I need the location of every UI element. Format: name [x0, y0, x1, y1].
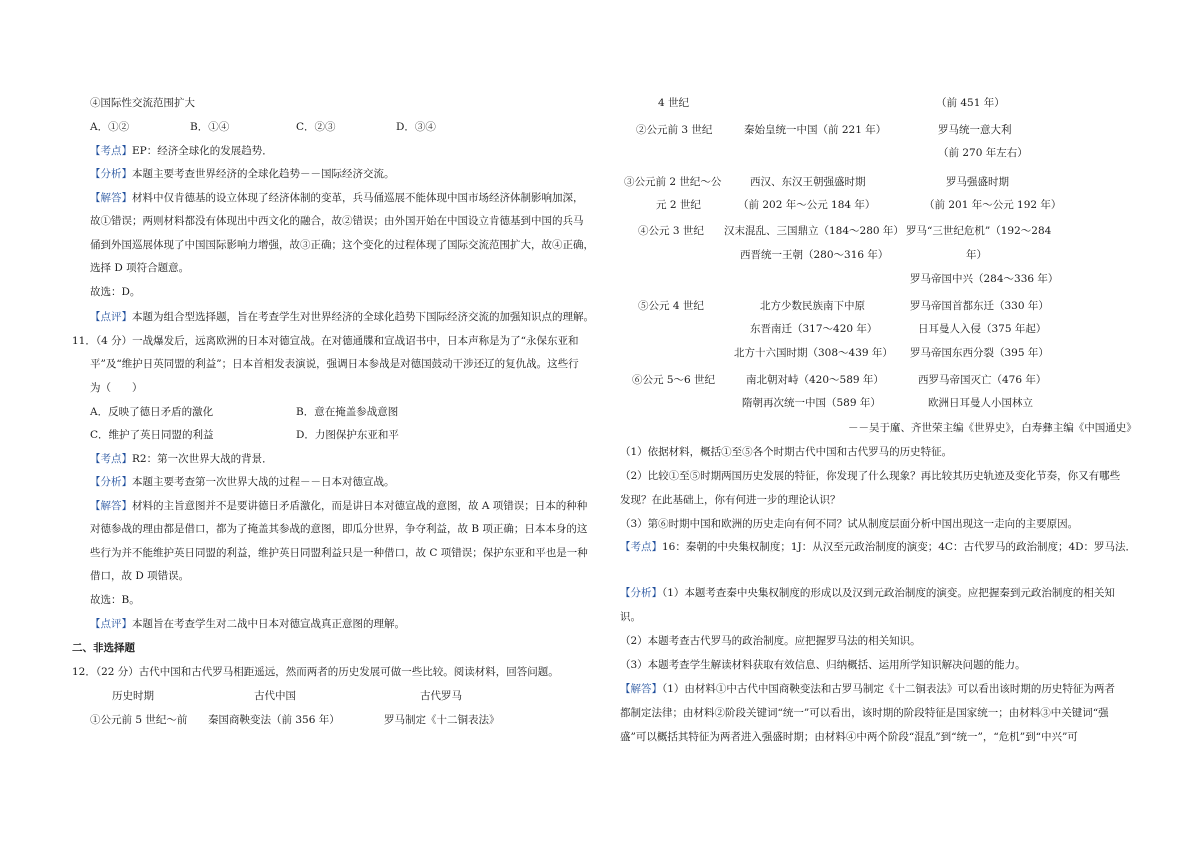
- option-item-4: ④国际性交流范围扩大: [90, 97, 195, 109]
- dianping-text: 本题为组合型选择题，旨在考查学生对世界经济的全球化趋势下国际经济交流的加强知识点的理解。: [132, 311, 594, 323]
- fenxi-12-line2: 识。: [620, 611, 641, 623]
- question-11-line2: 平”及“维护日英同盟的利益”；日本首相发表演说，强调日本参战是对德国鼓动干涉还辽的复仇战。这些行: [90, 358, 579, 370]
- jieda-11-line1: [90, 499, 587, 513]
- fenxi-tag: 【分析】: [90, 476, 132, 488]
- kaodian-tag: 【考点】: [90, 145, 132, 157]
- table-cell-china: 秦国商鞅变法（前 356 年）: [208, 714, 340, 726]
- table-cell-rome: 罗马帝国首都东迁（330 年）: [910, 300, 1049, 312]
- jieda-11-line2: 对德参战的理由都是借口，都为了掩盖其参战的意图，即瓜分世界，争夺利益，故 B 项正确；日本本身的这: [90, 523, 588, 535]
- choice-d: D．③④: [396, 121, 436, 133]
- choice-a: A．①②: [90, 121, 130, 133]
- fenxi-tag: 【分析】: [620, 587, 662, 599]
- jieda-12-line3: 盛”可以概括其特征为两者进入强盛时期；由材料④中两个阶段“混乱”到“统一”，“危机”到“中兴”可: [620, 731, 1078, 743]
- choice-11d: D．力图保护东亚和平: [296, 429, 399, 441]
- table-cell-rome: （前 451 年）: [936, 97, 1005, 109]
- table-cell-rome: 罗马统一意大利: [938, 124, 1012, 136]
- source-citation: －－吴于廑、齐世荣主编《世界史》，白寿彝主编《中国通史》: [848, 422, 1137, 434]
- fenxi-11: [90, 475, 395, 489]
- table-cell-china: 隋朝再次统一中国（589 年）: [742, 397, 881, 409]
- table-cell-period: 4 世纪: [658, 97, 690, 109]
- table-cell-china: （前 202 年～公元 184 年）: [738, 199, 876, 211]
- table-cell-china: 秦始皇统一中国（前 221 年）: [744, 124, 887, 136]
- jieda-10-line4: 选择 D 项符合题意。: [90, 262, 190, 274]
- table-cell-rome: 欧洲日耳曼人小国林立: [928, 397, 1033, 409]
- choice-c: C．②③: [296, 121, 336, 133]
- dianping-text: 本题旨在考查学生对二战中日本对德宣战真正意图的理解。: [132, 618, 405, 630]
- sub-question-3: （3）第⑥时期中国和欧洲的历史走向有何不同？试从制度层面分析中国出现这一走向的主要原因。: [620, 518, 1079, 530]
- choice-11b: B．意在掩盖参战意图: [296, 406, 399, 418]
- jieda-tag: 【解答】: [90, 500, 132, 512]
- jieda-12-line1: [620, 682, 1115, 696]
- fenxi-text: 本题主要考查世界经济的全球化趋势－－国际经济交流。: [132, 168, 395, 180]
- dianping-tag: 【点评】: [90, 618, 132, 630]
- table-header-china: 古代中国: [254, 690, 296, 702]
- table-cell-rome: （前 201 年～公元 192 年）: [924, 199, 1062, 211]
- dianping-tag: 【点评】: [90, 311, 132, 323]
- jieda-text: 材料中仅肯德基的设立体现了经济体制的变革，兵马俑巡展不能体现中国市场经济体制影响加深，: [132, 192, 584, 204]
- table-cell-china: 西晋统一王朝（280～316 年）: [740, 249, 889, 261]
- table-cell-period: ⑤公元 4 世纪: [638, 300, 704, 312]
- fenxi-text: （1）本题考查秦中央集权制度的形成以及汉到元政治制度的演变。应把握秦到元政治制度的相关知: [662, 587, 1115, 599]
- choice-b: B．①④: [190, 121, 230, 133]
- jieda-12-line2: 都制定法律；由材料②阶段关键词“统一”可以看出，该时期的阶段特征是国家统一；由材料③中关键词“强: [620, 707, 1109, 719]
- choice-11a: A．反映了德日矛盾的激化: [90, 406, 214, 418]
- kaodian-text: R2：第一次世界大战的背景．: [132, 453, 273, 465]
- fenxi-10: [90, 167, 395, 181]
- fenxi-text: 本题主要考查第一次世界大战的过程－－日本对德宣战。: [132, 476, 395, 488]
- table-cell-rome: 罗马强盛时期: [946, 176, 1009, 188]
- jieda-10-line3: 俑到外国巡展体现了中国国际影响力增强，故③正确；这个变化的过程体现了国际交流范围扩大，故④正确，: [90, 239, 594, 251]
- sub-question-1: （1）依据材料，概括①至⑤各个时期古代中国和古代罗马的历史特征。: [620, 446, 953, 458]
- sub-question-2-line2: 发现？在此基础上，你有何进一步的理论认识？: [620, 494, 841, 506]
- fenxi-12-line4: （3）本题考查学生解读材料获取有效信息、归纳概括、运用所学知识解决问题的能力。: [620, 659, 1026, 671]
- table-cell-period: 元 2 世纪: [656, 199, 701, 211]
- fenxi-12-line1: [620, 586, 1115, 600]
- fenxi-12-line3: （2）本题考查古代罗马的政治制度。应把握罗马法的相关知识。: [620, 635, 921, 647]
- kaodian-11: [90, 452, 273, 466]
- table-cell-rome: 日耳曼人入侵（375 年起）: [918, 323, 1047, 335]
- fenxi-tag: 【分析】: [90, 168, 132, 180]
- jieda-text: （1）由材料①中古代中国商鞅变法和古罗马制定《十二铜表法》可以看出该时期的历史特征为两者: [662, 683, 1115, 695]
- table-cell-china: 南北朝对峙（420～589 年）: [746, 374, 884, 386]
- table-cell-china: 东晋南迁（317～420 年）: [750, 323, 878, 335]
- table-header-period: 历史时期: [112, 690, 154, 702]
- table-cell-rome: 罗马“三世纪危机”（192～284: [906, 225, 1052, 237]
- question-11-line3: 为（ ）: [90, 382, 143, 394]
- table-cell-period: ⑥公元 5～6 世纪: [632, 374, 716, 386]
- jieda-10-line2: 故①错误；两则材料都没有体现出中西文化的融合，故②错误；由外国开始在中国设立肯德基到中国的兵马: [90, 215, 584, 227]
- kaodian-text: 16：秦朝的中央集权制度；1J：从汉至元政治制度的演变；4C：古代罗马的政治制度；4D：罗马法．: [662, 541, 1137, 553]
- kaodian-10: [90, 144, 273, 158]
- kaodian-tag: 【考点】: [90, 453, 132, 465]
- table-cell-china: 西汉、东汉王朝强盛时期: [750, 176, 866, 188]
- table-cell-rome: （前 270 年左右）: [938, 147, 1028, 159]
- section-heading: 二、非选择题: [72, 642, 135, 654]
- jieda-10-line1: [90, 191, 584, 205]
- jieda-tag: 【解答】: [620, 683, 662, 695]
- dianping-10: [90, 310, 594, 324]
- question-11-line1: 11．（4 分）一战爆发后，远离欧洲的日本对德宣战。在对德通牒和宣战诏书中，日本声称是为了“永保东亚和: [72, 335, 579, 347]
- table-cell-rome: 年）: [966, 249, 987, 261]
- dianping-11: [90, 617, 405, 631]
- table-cell-period: ④公元 3 世纪: [638, 225, 704, 237]
- kaodian-tag: 【考点】: [620, 541, 662, 553]
- table-cell-rome: 西罗马帝国灭亡（476 年）: [918, 374, 1047, 386]
- answer-11: 故选：B。: [90, 594, 140, 606]
- kaodian-text: EP：经济全球化的发展趋势．: [132, 145, 273, 157]
- table-cell-china: 汉末混乱、三国鼎立（184～280 年）: [724, 225, 904, 237]
- table-cell-china: 北方少数民族南下中原: [760, 300, 865, 312]
- kaodian-12: [620, 540, 1136, 554]
- answer-10: 故选：D。: [90, 286, 141, 298]
- sub-question-2-line1: （2）比较①至⑤时期两国历史发展的特征，你发现了什么现象？再比较其历史轨迹及变化节奏，你又有哪些: [620, 470, 1121, 482]
- jieda-tag: 【解答】: [90, 192, 132, 204]
- question-12: 12．（22 分）古代中国和古代罗马相距遥远，然而两者的历史发展可做一些比较。阅读材料，回答问题。: [72, 666, 559, 678]
- jieda-text: 材料的主旨意图并不是要讲德日矛盾激化，而是讲日本对德宣战的意图，故 A 项错误；日本的种种: [132, 500, 588, 512]
- table-cell-rome: 罗马制定《十二铜表法》: [384, 714, 500, 726]
- jieda-11-line4: 借口，故 D 项错误。: [90, 570, 190, 582]
- table-cell-period: ②公元前 3 世纪: [636, 124, 713, 136]
- table-cell-period: ①公元前 5 世纪～前: [90, 714, 188, 726]
- jieda-11-line3: 些行为并不能维护英日同盟的利益，维护英日同盟利益只是一种借口，故 C 项错误；保护东亚和平也是一种: [90, 547, 588, 559]
- table-header-rome: 古代罗马: [420, 690, 462, 702]
- table-cell-china: 北方十六国时期（308～439 年）: [734, 347, 893, 359]
- table-cell-period: ③公元前 2 世纪～公: [624, 176, 722, 188]
- table-cell-rome: 罗马帝国东西分裂（395 年）: [910, 347, 1049, 359]
- choice-11c: C．维护了英日同盟的利益: [90, 429, 214, 441]
- table-cell-rome: 罗马帝国中兴（284～336 年）: [910, 273, 1059, 285]
